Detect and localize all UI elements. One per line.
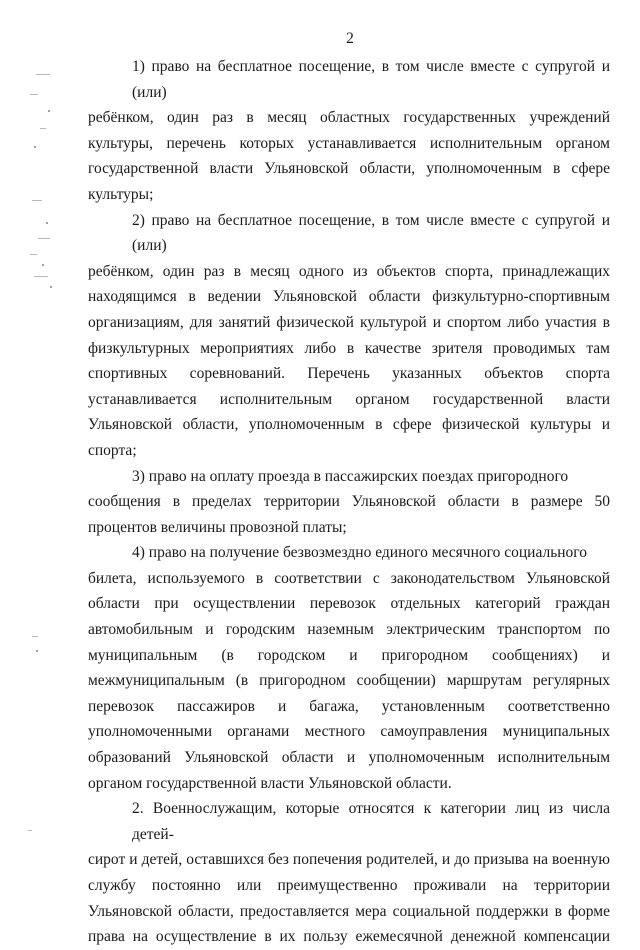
paragraph-3-first-line: 3) право на оплату проезда в пассажирских поездах пригородного [132, 467, 569, 485]
paragraph-2-text: ребёнком, один раз в месяц одного из объектов спорта, принадлежащих находящимся в ведении Ульяновской области физкультурно-спортивным организациям, для занятий физической культурой и спортом либо участия в физкультурных мероприятиях либо в качестве зрителя проводимых там спортивных соревнований. Перечень указанных объектов спорта устанавливается исполнительным органом государственной власти Ульяновской области, уполномоченным в сфере физической культуры и спорта; [88, 262, 610, 459]
page-number: 2 [346, 30, 354, 47]
paragraph-3-text: сообщения в пределах территории Ульяновской области в размере 50 процентов величины провозной платы; [88, 493, 610, 536]
paragraph-4-text: билета, используемого в соответствии с законодательством Ульяновской области при осуществлении перевозок отдельных категорий граждан автомобильным и городским наземным электрическим транспортом по муниципальным (в городском и пригородном сообщениях) и межмуниципальным (в пригородном сообщении) маршрутам регулярных перевозок пассажиров и багажа, установленным соответственно уполномоченными органами местного самоуправления муниципальных образований Ульяновской области и уполномоченным исполнительным органом государственной власти Ульяновской области. [88, 569, 610, 792]
paragraph-1-text: ребёнком, один раз в месяц областных государственных учреждений культуры, перечень которых устанавливается исполнительным органом государственной власти Ульяновской области, уполномоченным в сфере культуры; [88, 109, 610, 203]
document-body [88, 54, 610, 950]
paragraph-5-first-line: 2. Военнослужащим, которые относятся к категории лиц из числа детей- [132, 800, 610, 843]
paragraph-4 [88, 540, 610, 796]
paragraph-2 [88, 208, 610, 464]
scan-margin-marks [26, 50, 76, 850]
paragraph-5-text: сирот и детей, оставшихся без попечения родителей, и до призыва на военную службу постоянно или преимущественно проживали на территории Ульяновской области, предоставляется мера социальной поддержки в форме права на осуществление в их пользу ежемесячной денежной компенсации [88, 851, 610, 946]
paragraph-1 [88, 54, 610, 208]
paragraph-5 [88, 796, 610, 950]
paragraph-4-first-line: 4) право на получение безвозмездно единого месячного социального [132, 544, 588, 562]
paragraph-2-first-line: 2) право на бесплатное посещение, в том числе вместе с супругой и (или) [132, 211, 610, 255]
paragraph-3 [88, 464, 610, 541]
paragraph-1-first-line: 1) право на бесплатное посещение, в том числе вместе с супругой и (или) [132, 58, 610, 101]
